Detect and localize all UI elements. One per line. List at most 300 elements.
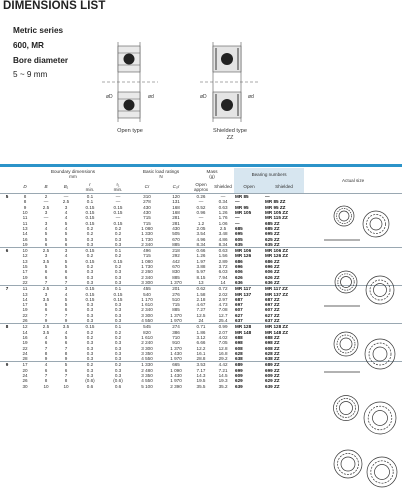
value-cell: 120 <box>162 194 190 200</box>
bearing-number-cell: — <box>235 199 240 205</box>
value-cell: 310 <box>132 194 162 200</box>
value-cell: 5 <box>64 236 68 242</box>
value-cell: 2.5 <box>36 248 56 254</box>
value-cell: 885 <box>172 274 180 280</box>
value-cell: 14 <box>22 231 28 237</box>
value-cell: 885 <box>172 307 180 313</box>
bore-diameter-cell: 7 <box>0 286 14 292</box>
bearing-number-cell: 606 <box>235 269 243 275</box>
value-cell: 442 <box>172 258 180 264</box>
value-cell: 0.3 <box>86 236 94 242</box>
value-cell: 0.6 <box>86 383 94 389</box>
value-cell: 3 <box>44 220 48 226</box>
value-cell: 0.15 <box>76 248 104 254</box>
value-cell: 0.15 <box>76 286 104 292</box>
value-cell: 0.3 <box>86 307 94 313</box>
value-cell: 3.48 <box>218 231 228 237</box>
value-cell: 13 <box>22 225 28 231</box>
value-cell: 1.56 <box>218 253 228 259</box>
bearing-number-cell: 695 <box>235 231 243 237</box>
value-cell: 10 <box>43 383 49 389</box>
value-cell: 4 <box>64 253 68 259</box>
bearing-number-cell: 635 <box>235 241 243 247</box>
value-cell: 5 <box>44 231 48 237</box>
value-cell: 6 <box>64 367 68 373</box>
value-cell: 14 <box>220 279 226 285</box>
value-cell: 30 <box>22 383 28 389</box>
value-cell: 3 <box>56 248 76 254</box>
value-cell: 3.72 <box>218 264 228 270</box>
value-cell: 0.3 <box>114 350 122 356</box>
value-cell: 1 330 <box>132 362 162 368</box>
value-cell: 7 <box>44 312 48 318</box>
bearing-number-cell: 628 ZZ <box>265 350 280 356</box>
value-cell: 715 <box>172 302 180 308</box>
value-cell: 4.67 <box>196 302 206 308</box>
svg-text:øD: øD <box>200 94 207 100</box>
value-cell: 22 <box>22 312 28 318</box>
value-cell: 281 <box>172 215 180 221</box>
svg-text:ød: ød <box>148 94 154 100</box>
value-cell: 0.1 <box>104 248 132 254</box>
col-C0r: C₀r <box>172 184 180 190</box>
value-cell: 281 <box>172 220 180 226</box>
value-cell: 0.15 <box>113 258 123 264</box>
col-r: r min. <box>85 181 95 192</box>
bearing-number-cell: MR 148 ZZ <box>265 329 289 335</box>
value-cell: 2 480 <box>141 367 153 373</box>
value-cell: 3 350 <box>141 350 153 356</box>
bore-diameter-cell <box>0 384 14 389</box>
value-cell: 5 <box>64 334 68 340</box>
value-cell: 4.86 <box>218 236 228 242</box>
value-cell: 9 <box>44 356 48 362</box>
bearing-number-cell: 639 <box>235 383 243 389</box>
value-cell: 5 <box>44 236 48 242</box>
value-cell: 22 <box>22 345 28 351</box>
value-cell: 1 080 <box>141 225 153 231</box>
value-cell: 12.5 <box>196 312 206 318</box>
value-cell: 0.1 <box>76 194 104 200</box>
bearing-number-cell: 688 <box>235 334 243 340</box>
value-cell: 29.2 <box>218 356 228 362</box>
value-cell: 0.1 <box>86 199 94 205</box>
numbers-header: Bearing numbers <box>234 168 304 181</box>
bore-range: 5 ~ 9 mm <box>13 70 48 79</box>
value-cell: 2.5 <box>36 286 56 292</box>
bearing-number-cell: 697 <box>235 302 243 308</box>
value-cell: 0.63 <box>218 204 228 210</box>
value-cell: 0.3 <box>114 356 122 362</box>
bearing-number-cell: 628 <box>235 350 243 356</box>
value-cell: 0.3 <box>86 318 94 324</box>
value-cell: 0.3 <box>86 302 94 308</box>
value-cell: 8 <box>64 378 68 384</box>
value-cell: 3 <box>56 286 76 292</box>
value-cell: 16.8 <box>218 350 228 356</box>
value-cell: 386 <box>172 329 180 335</box>
value-cell: 15 <box>22 264 28 270</box>
value-cell: 496 <box>132 248 162 254</box>
value-cell: 1.58 <box>196 291 206 297</box>
value-cell: 665 <box>162 362 190 368</box>
value-cell: 0.3 <box>114 307 122 313</box>
bearing-number-cell: — <box>264 194 304 200</box>
value-cell: 292 <box>172 253 180 259</box>
value-cell: 131 <box>172 199 180 205</box>
value-cell: 1 170 <box>141 296 153 302</box>
value-cell: 6 <box>44 307 48 313</box>
value-cell: 14 <box>22 329 28 335</box>
value-cell: 0.15 <box>85 204 95 210</box>
value-cell: 1.97 <box>196 258 206 264</box>
value-cell: 28 <box>22 356 28 362</box>
value-cell: 7 <box>44 279 48 285</box>
value-cell: 3.5 <box>42 296 50 302</box>
bearing-number-cell: MR 106 <box>234 248 264 254</box>
value-cell: 2 340 <box>141 241 153 247</box>
value-cell: 6 <box>44 340 48 346</box>
value-cell: 0.3 <box>114 318 122 324</box>
value-cell: 3.12 <box>196 334 206 340</box>
col-open: Open <box>234 181 264 194</box>
value-cell: 0.15 <box>113 220 123 226</box>
value-cell: 820 <box>143 329 151 335</box>
bearing-number-cell: 687 ZZ <box>265 296 280 302</box>
value-cell: 2.5 <box>62 199 70 205</box>
bearing-number-cell: 625 ZZ <box>265 236 280 242</box>
value-cell: 1 730 <box>141 236 153 242</box>
value-cell: 1.26 <box>196 253 206 259</box>
value-cell: 218 <box>162 248 190 254</box>
value-cell: 19 <box>22 307 28 313</box>
value-cell: 4 <box>64 291 68 297</box>
value-cell: 670 <box>172 236 180 242</box>
value-cell: 168 <box>172 204 180 210</box>
value-cell: 12.2 <box>196 345 206 351</box>
value-cell: 5 <box>44 264 48 270</box>
value-cell: 7 <box>64 345 68 351</box>
value-cell: 1 090 <box>170 367 182 373</box>
value-cell: 830 <box>172 269 180 275</box>
bearing-number-cell: 685 <box>235 225 243 231</box>
value-cell: 0.3 <box>114 274 122 280</box>
value-cell: 1.2 <box>197 220 205 226</box>
bearing-number-cell: MR 106 ZZ <box>264 248 304 254</box>
bearing-number-cell: MR 85 ZZ <box>265 199 286 205</box>
value-cell: 1 970 <box>170 378 182 384</box>
bearing-number-cell: 686 ZZ <box>265 258 280 264</box>
bearing-number-cell: 689 ZZ <box>264 362 304 368</box>
bearing-number-cell: MR 95 <box>235 204 249 210</box>
svg-text:ød: ød <box>248 94 254 100</box>
value-cell: 8 <box>44 378 48 384</box>
value-cell: 26 <box>22 378 28 384</box>
value-cell: 0.15 <box>85 296 95 302</box>
value-cell: 0.3 <box>114 279 122 285</box>
value-cell: 17 <box>14 362 36 368</box>
value-cell: 430 <box>143 204 151 210</box>
value-cell: 9 <box>64 356 68 362</box>
value-cell: 0.2 <box>86 334 94 340</box>
bearing-number-cell: 629 ZZ <box>265 378 280 384</box>
value-cell: 25.4 <box>218 318 228 324</box>
series-code: 600, MR <box>13 41 44 50</box>
value-cell: 0.15 <box>85 215 95 221</box>
actual-size-header: Actual size <box>341 177 365 183</box>
value-cell: 1 730 <box>141 264 153 270</box>
value-cell: 7.27 <box>196 307 206 313</box>
value-cell: 3.88 <box>196 264 206 270</box>
bearing-number-cell: 687 <box>235 296 243 302</box>
bearing-number-cell: 605 <box>235 236 243 242</box>
value-cell: 35.5 <box>196 383 206 389</box>
value-cell: 4.96 <box>196 236 206 242</box>
value-cell: 0.3 <box>114 340 122 346</box>
value-cell: 4 <box>44 225 48 231</box>
bearing-number-cell: 627 <box>235 312 243 318</box>
bearing-number-cell: MR 128 <box>234 324 264 330</box>
bearing-number-cell: 636 <box>235 279 243 285</box>
svg-text:øD: øD <box>106 94 113 100</box>
value-cell: 0.15 <box>113 296 123 302</box>
bearing-number-cell: 696 <box>235 264 243 270</box>
value-cell: 7.05 <box>218 340 228 346</box>
bearing-number-cell: — <box>235 220 240 226</box>
value-cell: 24 <box>22 372 28 378</box>
value-cell: 6 <box>64 307 68 313</box>
bearing-number-cell: MR 85 <box>234 194 264 200</box>
value-cell: 430 <box>172 225 180 231</box>
bearing-number-cell: 688 ZZ <box>265 334 280 340</box>
value-cell: 12 <box>14 324 36 330</box>
value-cell: 4 <box>64 215 68 221</box>
bearing-number-cell: 637 <box>235 318 243 324</box>
series-label: Metric series <box>13 26 64 35</box>
value-cell: 0.2 <box>114 231 122 237</box>
value-cell: 3 <box>44 210 48 216</box>
value-cell: 715 <box>143 253 151 259</box>
bearing-number-cell: 609 <box>235 372 243 378</box>
value-cell: 0.66 <box>190 248 212 254</box>
bearing-number-cell: 639 ZZ <box>265 383 280 389</box>
value-cell: 11 <box>22 220 28 226</box>
value-cell: 4 550 <box>141 378 153 384</box>
col-r1: r₁ min. <box>113 181 123 192</box>
bearing-number-cell: MR 148 <box>235 329 252 335</box>
value-cell: 0.63 <box>212 248 234 254</box>
bearing-number-cell: 685 ZZ <box>265 225 280 231</box>
value-cell: 8 <box>44 350 48 356</box>
bearing-number-cell: 638 ZZ <box>265 356 280 362</box>
value-cell: 1 970 <box>170 318 182 324</box>
value-cell: 7 <box>64 312 68 318</box>
bearing-number-cell: 695 ZZ <box>265 231 280 237</box>
value-cell: 35.2 <box>218 383 228 389</box>
value-cell: 0.2 <box>86 264 94 270</box>
bearing-number-cell: 606 ZZ <box>265 269 280 275</box>
value-cell: 19.5 <box>196 378 206 384</box>
value-cell: 0.2 <box>114 334 122 340</box>
value-cell: 4 <box>36 362 56 368</box>
value-cell: 545 <box>132 324 162 330</box>
value-cell: 16 <box>22 334 28 340</box>
value-cell: 0.52 <box>196 204 206 210</box>
value-cell: 8.34 <box>218 241 228 247</box>
value-cell: 0.1 <box>104 324 132 330</box>
value-cell: 7.21 <box>218 367 228 373</box>
value-cell: 0.15 <box>85 291 95 297</box>
value-cell: — <box>104 194 132 200</box>
value-cell: 168 <box>172 210 180 216</box>
value-cell: 2 260 <box>141 269 153 275</box>
value-cell: 0.3 <box>86 340 94 346</box>
value-cell: 0.72 <box>212 286 234 292</box>
value-cell: 0.71 <box>190 324 212 330</box>
value-cell: 19 <box>22 241 28 247</box>
value-cell: 6 <box>64 274 68 280</box>
value-cell: 0.3 <box>86 269 94 275</box>
bearing-number-cell: MR 105 ZZ <box>265 210 289 216</box>
value-cell: 3 <box>44 253 48 259</box>
value-cell: 7 <box>64 279 68 285</box>
bearing-number-cell: 608 ZZ <box>265 345 280 351</box>
bearing-number-cell: 689 <box>234 362 264 368</box>
value-cell: 3.5 <box>42 258 50 264</box>
value-cell: 2 340 <box>141 307 153 313</box>
value-cell: 0.3 <box>86 356 94 362</box>
value-cell: 2.5 <box>36 324 56 330</box>
bearing-number-cell: 608 <box>235 345 243 351</box>
value-cell: — <box>43 199 49 205</box>
col-shielded: Shielded <box>264 181 304 194</box>
value-cell: 0.34 <box>218 199 228 205</box>
value-cell: 0.15 <box>85 210 95 216</box>
value-cell: 0.15 <box>85 258 95 264</box>
col-D: D <box>23 184 27 190</box>
value-cell: 0.1 <box>104 286 132 292</box>
bearing-number-cell: MR 126 <box>235 253 252 259</box>
value-cell: 0.3 <box>114 367 122 373</box>
bearing-number-cell: 609 ZZ <box>265 372 280 378</box>
value-cell: 6.66 <box>196 340 206 346</box>
value-cell: 7.08 <box>218 307 228 313</box>
value-cell: 910 <box>172 340 180 346</box>
value-cell: 0.3 <box>86 350 94 356</box>
value-cell: 276 <box>172 291 180 297</box>
value-cell: 5 <box>64 220 68 226</box>
value-cell: 8 <box>23 199 27 205</box>
value-cell: 0.15 <box>113 291 123 297</box>
table-top-rule <box>0 164 402 167</box>
value-cell: 1 370 <box>170 312 182 318</box>
value-cell: 8 <box>14 194 36 200</box>
value-cell: 7 <box>44 372 48 378</box>
value-cell: 0.2 <box>114 253 122 259</box>
value-cell: 2 340 <box>141 274 153 280</box>
value-cell: 274 <box>162 324 190 330</box>
value-cell: 4 550 <box>141 356 153 362</box>
value-cell: 4.73 <box>218 302 228 308</box>
bearing-number-cell: 607 ZZ <box>265 307 280 313</box>
open-type-drawing <box>98 36 168 128</box>
value-cell: 10 <box>14 248 36 254</box>
bore-diameter-cell: 9 <box>0 362 14 368</box>
value-cell: 0.3 <box>114 312 122 318</box>
value-cell: 3.53 <box>190 362 212 368</box>
value-cell: 3 350 <box>141 372 153 378</box>
value-cell: — <box>43 215 49 221</box>
value-cell: 0.6 <box>114 383 122 389</box>
value-cell: 710 <box>172 334 180 340</box>
value-cell: 14.5 <box>218 372 228 378</box>
value-cell: — <box>198 215 204 221</box>
value-cell: 0.3 <box>86 372 94 378</box>
value-cell: 6 <box>64 340 68 346</box>
value-cell: 1 610 <box>141 302 153 308</box>
bearing-number-cell: 638 <box>235 356 243 362</box>
bearing-number-cell: 699 <box>235 367 243 373</box>
bearing-number-cell: 686 <box>235 258 243 264</box>
col-B: B <box>44 184 48 190</box>
value-cell: 7 <box>44 345 48 351</box>
value-cell: 715 <box>143 220 151 226</box>
value-cell: 6 <box>64 241 68 247</box>
value-cell: 8 <box>64 350 68 356</box>
shielded-type-caption: Shielded type <box>213 128 247 134</box>
value-cell: — <box>56 194 76 200</box>
value-cell: 0.2 <box>76 362 104 368</box>
bearing-number-cell: 637 ZZ <box>265 318 280 324</box>
col-mass-open: Open approx <box>194 181 209 192</box>
value-cell: 1 970 <box>170 356 182 362</box>
bearing-number-cell: MR 117 <box>234 286 264 292</box>
value-cell: 3.5 <box>42 329 50 335</box>
value-cell: 2.5 <box>219 225 227 231</box>
value-cell: 8.15 <box>196 274 206 280</box>
value-cell: 1 430 <box>170 350 182 356</box>
bearing-number-cell: MR 117 ZZ <box>264 286 304 292</box>
value-cell: 13 <box>198 279 204 285</box>
bearing-number-cell: MR 137 <box>235 291 252 297</box>
bearing-number-cell: 685 ZZ <box>265 220 280 226</box>
shielded-type-code: ZZ <box>226 135 234 141</box>
value-cell: 0.2 <box>104 362 132 368</box>
value-cell: 19 <box>22 340 28 346</box>
value-cell: 1.06 <box>218 220 228 226</box>
bearing-number-cell: 697 ZZ <box>265 302 280 308</box>
value-cell: 2.02 <box>218 291 228 297</box>
bearing-number-cell: 607 <box>235 307 243 313</box>
mass-header: Mass (g) <box>206 169 218 180</box>
value-cell: 3 300 <box>141 279 153 285</box>
value-cell: 11 <box>22 215 28 221</box>
value-cell: 0.3 <box>114 269 122 275</box>
value-cell: 2 240 <box>141 340 153 346</box>
actual-size-illustrations <box>320 196 402 488</box>
bearing-number-cell: MR 137 ZZ <box>265 291 289 297</box>
bearing-number-cell: — <box>235 215 240 221</box>
value-cell: 1.26 <box>218 210 228 216</box>
value-cell: 16 <box>22 236 28 242</box>
value-cell: 6 <box>64 269 68 275</box>
value-cell: 2.05 <box>196 225 206 231</box>
value-cell: 8.34 <box>196 241 206 247</box>
value-cell: 0.2 <box>86 329 94 335</box>
value-cell: 5 <box>56 362 76 368</box>
value-cell: 13 <box>22 291 28 297</box>
bearing-number-cell: 626 <box>235 274 243 280</box>
